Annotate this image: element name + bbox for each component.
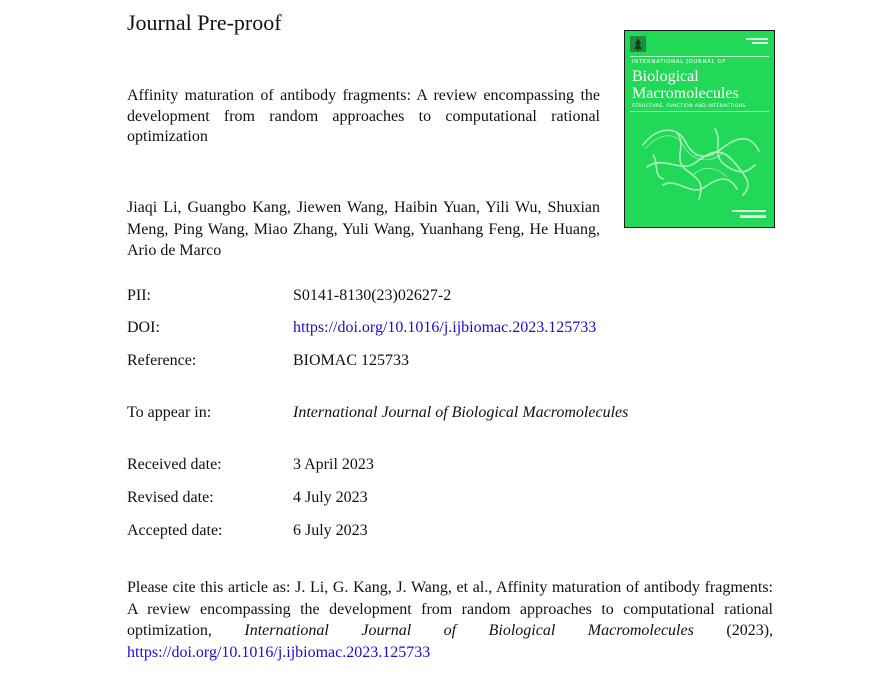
cover-rule — [630, 111, 769, 112]
cover-rule — [630, 56, 769, 57]
accepted-date-value: 6 July 2023 — [293, 522, 368, 539]
revised-date-value: 4 July 2023 — [293, 489, 368, 506]
accepted-date-label: Accepted date: — [127, 522, 223, 539]
doi-link[interactable]: https://doi.org/10.1016/j.ijbiomac.2023.125733 — [293, 319, 597, 336]
page-title: Journal Pre-proof — [127, 10, 282, 35]
issn-mark-icon — [746, 37, 768, 45]
citation-doi-link[interactable]: https://doi.org/10.1016/j.ijbiomac.2023.125733 — [127, 643, 431, 661]
received-date-label: Received date: — [127, 456, 222, 473]
journal-cover-image — [624, 30, 775, 228]
cover-journal-name-line2: Macromolecules — [632, 85, 739, 102]
appear-in-label: To appear in: — [127, 404, 212, 421]
reference-value: BIOMAC 125733 — [293, 352, 410, 369]
reference-label: Reference: — [127, 352, 197, 369]
molecule-illustration-icon — [633, 115, 767, 205]
citation-journal: International Journal of Biological Macromolecules — [244, 622, 694, 639]
citation-text: Please cite this article as: J. Li, G. Kang, J. Wang, et al., Affinity maturation of antibody fragments: A review encompassing the development from random approaches to computational rational optimization, — [127, 579, 773, 639]
pii-label: PII: — [127, 287, 151, 304]
elsevier-logo-icon — [630, 36, 646, 52]
cover-journal-name — [632, 68, 739, 102]
cover-journal-prefix: INTERNATIONAL JOURNAL OF — [632, 59, 727, 65]
article-title: Affinity maturation of antibody fragments: A review encompassing the development from random approaches to computational rational optimization — [127, 87, 600, 145]
author-list: Jiaqi Li, Guangbo Kang, Jiewen Wang, Haibin Yuan, Yili Wu, Shuxian Meng, Ping Wang, Miao Zhang, Yuli Wang, Yuanhang Feng, He Huang, Ario de Marco — [127, 199, 600, 259]
cover-journal-name-line1: Biological — [632, 68, 699, 85]
citation-paragraph — [127, 577, 773, 663]
appear-in-value: International Journal of Biological Macromolecules — [293, 404, 629, 421]
doi-label: DOI: — [127, 319, 160, 336]
sciencedirect-logo-icon — [732, 209, 766, 219]
revised-date-label: Revised date: — [127, 489, 214, 506]
received-date-value: 3 April 2023 — [293, 456, 374, 473]
cover-journal-subtitle: STRUCTURE, FUNCTION AND INTERACTIONS — [632, 104, 746, 109]
pii-value: S0141-8130(23)02627-2 — [293, 287, 452, 304]
citation-year: (2023), — [693, 622, 774, 639]
